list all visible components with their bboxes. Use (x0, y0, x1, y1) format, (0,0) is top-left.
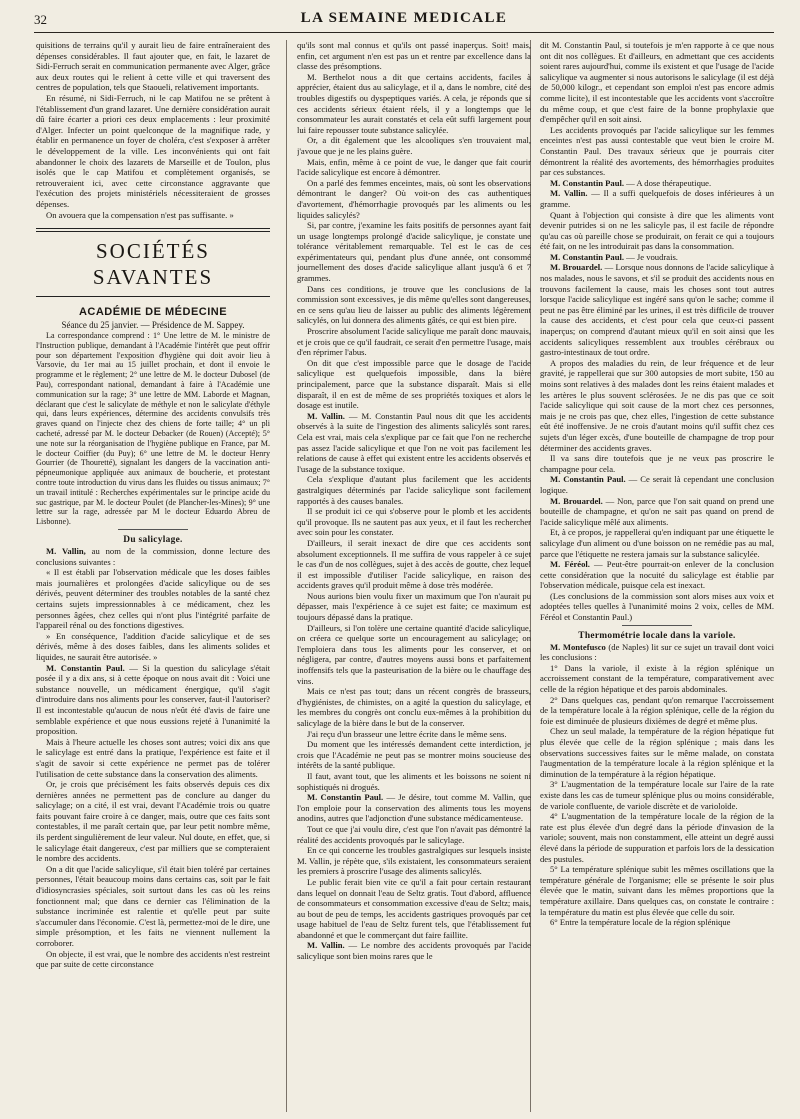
speech (540, 642, 774, 663)
paragraph: Or, a dit également que les alcooliques s'en trouvaient mal, j'avoue que je ne les plains guère. (297, 135, 531, 156)
column-1 (36, 40, 270, 1112)
speech-text: — Lorsque nous donnons de l'acide salicylique à nos malades, nous le savons, et s'il se produit des accidents nous en trouvons facilement la cause, mais les choses sont tout autres lorsque l'acide salicylique est ingéré sans qu'on le sache; comme il peut ne pas être éliminé par les urines, il est très difficile de trouver la cause des accidents, et c'est pour cela que ceux-ci passent inaperçus; on comprend d'autant mieux qu'il en soit ainsi que les accidents salicyliques ressemblent aux troubles cérébraux ou gastro-intestinaux de tout ordre. (540, 262, 774, 358)
academy-heading: ACADÉMIE DE MÉDECINE (78, 306, 228, 319)
speech (36, 546, 270, 567)
speaker: M. Constantin Paul. (46, 662, 125, 673)
paragraph: A propos des maladies du rein, de leur fréquence et de leur gravité, je rappellerai que sur 300 autopsies de mort subite, 150 au moins sont relatives à des malades dont les reins étaient malades et les artères le plus souvent sclérosées. Je ne dis pas que ce soit l'acide salicylique qui soit cause de la mort chez ces personnes, mais je ne crois pas que, chez elles, l'ingestion de cette substance eût été inoffensive. Je ne crois d'autant moins qu'il suffit chez ces sujets d'un léger excès, d'une bouteille de champagne de trop pour déterminer des accidents graves. (540, 357, 774, 453)
section-rule (36, 296, 270, 297)
paragraph: qu'ils sont mal connus et qu'ils ont passé inaperçus. Soit! mais, enfin, cet argument n'en est pas un et rentre par excellence dans la classe des présomptions. (297, 40, 531, 72)
paragraph: (Les conclusions de la commission sont alors mises aux voix et adoptées telles quelles à l'unanimité moins 2 voix, celles de MM. Féréol et Constantin Paul.) (540, 590, 774, 623)
paragraph: On avouera que la compensation n'est pas suffisante. » (46, 209, 234, 220)
paragraph: Chez un seul malade, la température de la région hépatique fut plus élevée que celle de la région splénique ; mais dans les observations successives faites sur le même malade, on constata l'augmentation de la température locale à la région splénique et la diminution de la température à la région hépatique. (540, 726, 774, 779)
paragraph: On a parlé des femmes enceintes, mais, où sont les observations démontrant le danger? Où voit-on des cas authentiques d'avortement, d'hémorrhagie provoqués par les aliments ou les liquides salicylés? (297, 177, 531, 220)
speech-text: (de Naples) lit sur ce sujet un travail dont voici les conclusions : (540, 641, 774, 663)
subsection-title: Thermométrie locale dans la variole. (578, 630, 736, 641)
paragraph: Et, à ce propos, je rappellerai qu'en indiquant par une étiquette le salicylage d'un aliment ou d'une boisson on ne remédie pas au mal, parce que l'étiquette ne restera jamais sur la substance salicylée. (540, 527, 774, 559)
paragraph: 5° La température splénique subit les mêmes oscillations que la température générale de l'organisme; elle se présente le soir plus élevée que le matin, suivant dans les mêmes proportions que la température axillaire. Dans quelques cas, on constate le contraire : la température du matin est plus élevée que celle du soir. (540, 864, 774, 917)
running-header (34, 8, 774, 33)
paragraph: Mais, enfin, même à ce point de vue, le danger que fait courir l'acide salicylique est encore à démontrer. (297, 156, 531, 178)
session-line: Séance du 25 janvier. — Présidence de M. Sappey. (61, 320, 245, 331)
paragraph: Le public ferait bien vite ce qu'il a fait pour certain restaurant dans lequel on donnait l'eau de Seltz gratis. Tout d'abord, affluence de consommateurs et consommation excessive d'eau de Seltz; mais, au bout de peu de temps, les accidents gastriques provoqués par cet usage habituel de l'eau de Seltz furent tels, que l'établissement fut abandonné et que le commerçant dut faire faillite. (297, 876, 531, 940)
paragraph: 3° L'augmentation de la température locale sur l'aire de la rate existe dans les cas de tumeur splénique plus ou moins considérable, de variole confluente, de variole discrète et de varioloïde. (540, 779, 774, 811)
paragraph: Quant à l'objection qui consiste à dire que les aliments vont devenir putrides si on ne les salicyle pas, il est facile de répondre qu'au cas où pareille chose se produirait, on ferait ce qui a toujours été fait, on ne les introduirait pas dans la consommation. (540, 209, 774, 252)
paragraph: Dans ces conditions, je trouve que les conclusions de la commission sont excessives, je dis même qu'elles sont dangereuses, en ce sens qu'au lieu de laisser au public des aliments légèrement salicylés, on lui donnera des aliments gâtés, ce qui est bien pire. (297, 283, 531, 326)
paragraph: Proscrire absolument l'acide salicylique me paraît donc mauvais, et je crois que ce qu'il faudrait, ce serait d'en permettre l'usage, mais d'en réprimer l'abus. (297, 326, 531, 358)
speech-text: — Je désire, tout comme M. Vallin, que l'on emploie pour la conservation des aliments tous les moyens anodins, autres que l'adjonction d'une substance médicamenteuse. (297, 792, 531, 824)
speaker: M. Vallin, (46, 546, 86, 557)
paragraph: « Il est établi par l'observation médicale que les doses faibles mais journalières et prolongées d'acide salicylique ou de ses dérivés, peuvent déterminer des troubles notables de la santé chez certains sujets impressionnables à ce médicament, chez les personnes âgées, chez celles qui n'ont plus l'intégrité parfaite de l'appareil rénal ou des fonctions digestives. (36, 567, 270, 631)
speech (540, 496, 774, 528)
speech (540, 262, 774, 357)
speech (540, 188, 774, 209)
speaker: M. Féréol. (550, 559, 590, 570)
paragraph: En résumé, ni Sidi-Ferruch, ni le cap Matifou ne se prêtent à l'établissement d'un grand lazaret. Une dernière considération aurait dû faire écarter a priori ces deux emplacements : leur proximité d'Alger. Infecter un point quelconque de la magnifique rade, y établir en permanence un foyer de choléra, c'est s'exposer à arrêter le développement de la ville. Les inconvénients qui ont fait abandonner le choix des lazarets de Marseille et de Toulon, plus isolés que le cap Matifou et complètement organisés, se retrouveraient ici, avec cette circonstance aggravante que l'exécution des projets ministériels nécessiteraient de grosses dépenses. (36, 92, 270, 209)
paragraph: 1° Dans la variole, il existe à la région splénique un accroissement constant de la température, comparativement avec celle de la région hépatique et des parois abdominales. (540, 662, 774, 695)
speech-text: — Il a suffi quelquefois de doses inférieures à un gramme. (540, 188, 774, 209)
speech (540, 252, 774, 263)
speech-text: — Ce serait là cependant une conclusion logique. (540, 474, 774, 495)
correspondence: La correspondance comprend : 1° Une lettre de M. le ministre de l'Instruction publique, demandant à l'Académie l'intérêt que peut offrir pour son département l'exposition d'hygiène qui doit avoir lieu à Varsovie, du 1er mai au 15 juillet prochain, et dont il envoie le programme et le règlement; 2° une lettre de M. le docteur Dubosel (de Pau), correspondant national, demandant à faire à l'Académie une communication sur la rage; 3° une lettre de MM. Laborde et Magnan, déclarant que c'est le salicylate de méthyle et non le salicylate d'éthyle qui, dans leurs expériences, détermine des accidents convulsifs très graves quand on l'injecte chez des chiens de forte taille; 4° un pli cacheté, adressé par M. le docteur Debacker (de Rouen) (Accepté); 5° une note sur la réorganisation de l'hygiène publique en France, par M. le docteur Coiffier (du Puy); 6° une lettre de M. le docteur Henry Gourrier (de Thouretté), signalant les dangers de la vaccination anti-pépneumonique appliquée aux animaux de boucherie, et protestant contre toute introduction du virus dans les fluides ou tissus animaux; 7° un travail intitulé : Recherches expérimentales sur le principe acide du suc gastrique, par M. le docteur Poulet (de Plancher-les-Mines); 9° une lettre sur la rage, adressée par M le docteur Eduardo Abreu de Lisbonne). (36, 331, 270, 527)
paragraph: Nous aurions bien voulu fixer un maximum que l'on n'aurait pu dépasser, mais l'expérience à ce sujet est faite; ce maximum est toujours dépassé dans la pratique. (297, 590, 531, 623)
divider (622, 625, 692, 626)
paragraph: Mais à l'heure actuelle les choses sont autres; voici dix ans que le salicylage est entré dans la pratique, l'expérience est faite et il s'agit de savoir si cette expérience ne permet pas de tolérer l'utilisation de cette substance dans la conservation des aliments. (36, 736, 270, 779)
paragraph: Or, je crois que précisément les faits observés depuis ces dix dernières années ne permettent pas de conclure au danger du salicylage; on a cité, il est vrai, devant l'Académie trois ou quatre faits pouvant faire croire à ce danger, mais, outre que ces faits sont contestables, il me paraît certain que, par leur petit nombre même, ils perdent singulièrement de leur valeur. Nul doute, en effet, que, si le salicylage était dangereux, c'est par milliers que se compteraient le nombre des accidents. (36, 779, 270, 864)
speech (540, 474, 774, 495)
section-rule (36, 228, 270, 232)
paragraph: On a dit que l'acide salicylique, s'il était bien toléré par certaines personnes, l'était beaucoup moins dans certains cas, soit par le fait d'idiosyncrasies spéciales, soit surtout dans les cas où les reins fonctionnent mal; que dans ce dernier cas l'élimination de la substance incriminée est ralentie et qu'elle peut par suite s'accumuler dans l'économie. C'est là, permettez-moi de le dire, une simple présomption, et les faits ne viennent nullement la corroborer. (36, 863, 270, 948)
paragraph: J'ai reçu d'un brasseur une lettre écrite dans le même sens. (307, 728, 507, 739)
paragraph: On objecte, il est vrai, que le nombre des accidents n'est restreint que par suite de cette circonstance (36, 948, 270, 970)
speech (36, 663, 270, 737)
divider (118, 529, 188, 530)
speaker: M. Vallin. (307, 940, 345, 951)
page-number: 32 (34, 12, 47, 27)
paragraph: Les accidents provoqués par l'acide salicylique sur les femmes enceintes n'est pas aussi contestable que veut bien le croire M. Constantin Paul. Des travaux sérieux que je pourrais citer démontrent la réalité des avortements, des hémorrhagies produites par ces substances. (540, 124, 774, 178)
column-2 (297, 40, 531, 1112)
paragraph: Tout ce que j'ai voulu dire, c'est que l'on n'avait pas démontré la réalité des accidents provoqués par le salicylage. (297, 823, 531, 845)
paragraph: On dit que c'est impossible parce que le dosage de l'acide salicylique est quelquefois impossible, dans la bière principalement, parce que la substance disparaît. Mais si elle disparaît, il en est de même de ses propriétés toxiques et alors le dosage est inutile. (297, 357, 531, 411)
speech-text: — Peut-être pourrait-on enlever de la conclusion cette considération que la nocuité du salicylage est établie par l'observation médicale, puisque cela est inexact. (540, 559, 774, 591)
paragraph: 4° L'augmentation de la température locale de la région de la rate est plus élevée d'un degré dans la période d'invasion de la variole; souvent, mais non constamment, elle atteint un degré aussi élevé dans la période de suppuration et parfois lors de la dessication des pustules. (540, 811, 774, 864)
section-title: SOCIÉTÉS SAVANTES (92, 239, 214, 290)
speaker: M. Brouardel. (550, 262, 603, 273)
speech-text: — A dose thérapeutique. (624, 177, 712, 188)
speech-text: — M. Constantin Paul nous dit que les accidents observés à la suite de l'ingestion des aliments salicylés sont rares. Cela est vrai, mais cela s'explique par ce fait que l'on ne recherche pas assez l'acide salicylique et que l'on ne voit pas facilement les relations de cause à effet qui existent entre les accidents observés et l'usage de la substance toxique. (297, 410, 531, 474)
speech-text: — Si la question du salicylage s'était posée il y a dix ans, si à cette époque on nous avait dit : Voici une substance nouvelle, un médicament énergique, qu'il s'agit d'introduire dans nos aliments pour les conserver, faut-il l'autoriser? Il est incontestable qu'aucun de nous n'eût été d'avis de faire une semblable expérience et que nous eussions rejeté à l'unanimité la proposition. (36, 662, 270, 737)
speech (540, 559, 774, 591)
column-3 (540, 40, 774, 1112)
speech (297, 411, 531, 475)
paragraph: En ce qui concerne les troubles gastralgiques sur lesquels insiste M. Vallin, je répète que, s'ils existaient, les consommateurs seraient les premiers à proscrire l'usage des aliments salicylés. (297, 845, 531, 877)
paragraph: M. Berthelot nous a dit que certains accidents, faciles à apprécier, étaient dus au salicylage, et il a, dans le nombre, cité des troubles digestifs ou dyspeptiques variés. A cela, je réponds que si ces accidents sérieux étaient réels, il y a longtemps que le consommateur les aurait constatés et cela eût suffi largement pour lui faire repousser toute substance salicylée. (297, 71, 531, 135)
journal-title: LA SEMAINE MEDICALE (300, 10, 508, 26)
subsection-title: Du salicylage. (123, 535, 183, 546)
speaker: M. Constantin Paul. (307, 792, 384, 803)
paragraph: 2° Dans quelques cas, pendant qu'on remarque l'accroissement de la température locale à la région splénique, celle de la région du foie est diminuée de plusieurs dixièmes de degré et même plus. (540, 694, 774, 726)
speaker: M. Constantin Paul. (550, 251, 625, 262)
speaker: M. Brouardel. (550, 495, 603, 506)
speech (297, 792, 531, 824)
paragraph: 6° Entre la température locale de la région splénique (550, 917, 731, 928)
paragraph: Il faut, avant tout, que les aliments et les boissons ne soient ni sophistiqués ni drogués. (297, 770, 531, 792)
speech-text: — Non, parce que l'on sait quand on prend une bouteille de champagne, et qu'on ne sait pas quand on prend de l'acide salicylique mêlé aux aliments. (540, 495, 774, 527)
paragraph: Il va sans dire toutefois que je ne veux pas proscrire le champagne pour cela. (540, 453, 774, 474)
speaker: M. Constantin Paul. (550, 177, 625, 188)
paragraph: Il se produit ici ce qui s'observe pour le plomb et les accidents qu'il provoque. Ils ne sautent pas aux yeux, et il faut les rechercher avec soin pour les constater. (297, 506, 531, 538)
speech-text: — Je voudrais. (624, 251, 678, 262)
speaker: M. Vallin. (550, 188, 588, 199)
paragraph: D'ailleurs, il serait inexact de dire que ces accidents sont absolument exceptionnels. Il me suffira de vous rappeler à ce sujet le cas d'un de nos collègues, sujet à des accès de goutte, chez lequel il est impossible d'utiliser l'acide salicylique, en raison des accidents graves qu'il produit même à dose très modérée. (297, 537, 531, 591)
paragraph: dit M. Constantin Paul, si toutefois je m'en rapporte à ce que nous ont dit nos collègues. Et d'ailleurs, en admettant que ces accidents soient rares aujourd'hui, comme ils existent et que l'usage de l'acide salicylique va augmenter si nous autorisons le salicylage (il est déjà de 50,000 kilogr., et cependant son emploi n'est pas encore admis comme licite), il est incontestable que les accidents vont s'accroître du même coup, et que c'est faire de la bonne prophylaxie que d'empêcher qu'il en soit ainsi. (540, 40, 774, 125)
speaker: M. Vallin. (307, 410, 345, 421)
paragraph: Du moment que les intéressés demandent cette interdiction, je crois que l'Académie ne peut pas se montrer moins soucieuse des intérêts de la santé publique. (297, 739, 531, 771)
column-rule (286, 40, 287, 1112)
speech (540, 178, 774, 189)
paragraph: quisitions de terrains qu'il y aurait lieu de faire entraîneraient des dépenses considérables. Il faut ajouter que, en fait, le lazaret de Sidi-Ferruch serait en communication permanente avec Alger, grâce aux deux routes qui le relient à cette ville et qui traversent des centres de population, tels que Staoueli, relativement importants. (36, 40, 270, 93)
paragraph: Cela s'explique d'autant plus facilement que les accidents gastralgiques déterminés par l'acide salicylique sont facilement rapportés à des causes banales. (297, 474, 531, 506)
paragraph: » En conséquence, l'addition d'acide salicylique et de ses dérivés, même à des doses faibles, dans les aliments solides et liquides, ne saurait être autorisée. » (36, 630, 270, 662)
speaker: M. Montefusco (550, 641, 606, 652)
speech-text: — Le nombre des accidents provoqués par l'acide salicylique sont bien moins rares que le (297, 940, 531, 962)
paragraph: Si, par contre, j'examine les faits positifs de personnes ayant fait un usage longtemps prolongé d'acide salicylique, je constate une tolérance véritablement remarquable. Tel est le cas de ces expérimentateurs qui, pendant plus d'une année, ont consommé journellement des doses d'acide salicylique allant jusqu'à 6 et 7 grammes. (297, 220, 531, 284)
paragraph: Mais ce n'est pas tout; dans un récent congrès de brasseurs, d'hygiénistes, de chimistes, on a agité la question du salicylage, et les membres du congrès ont conclu eux-mêmes à la prohibition du salicylage de la bière dans le but de la conserver. (297, 686, 531, 728)
paragraph: D'ailleurs, si l'on tolère une certaine quantité d'acide salicylique, on créera ce quelque sorte un encouragement au salicylage; on l'emploiera dans tous les aliments pour les conserver, et on négligera, par contre, d'autres moyens aussi bons et parfaitement inoffensifs tels que la pasteurisation de la bière ou le chauffage des vins. (297, 622, 531, 686)
speech (297, 940, 531, 961)
speaker: M. Constantin Paul. (550, 474, 626, 485)
speech-text: au nom de la commission, donne lecture des conclusions suivantes : (36, 546, 270, 567)
